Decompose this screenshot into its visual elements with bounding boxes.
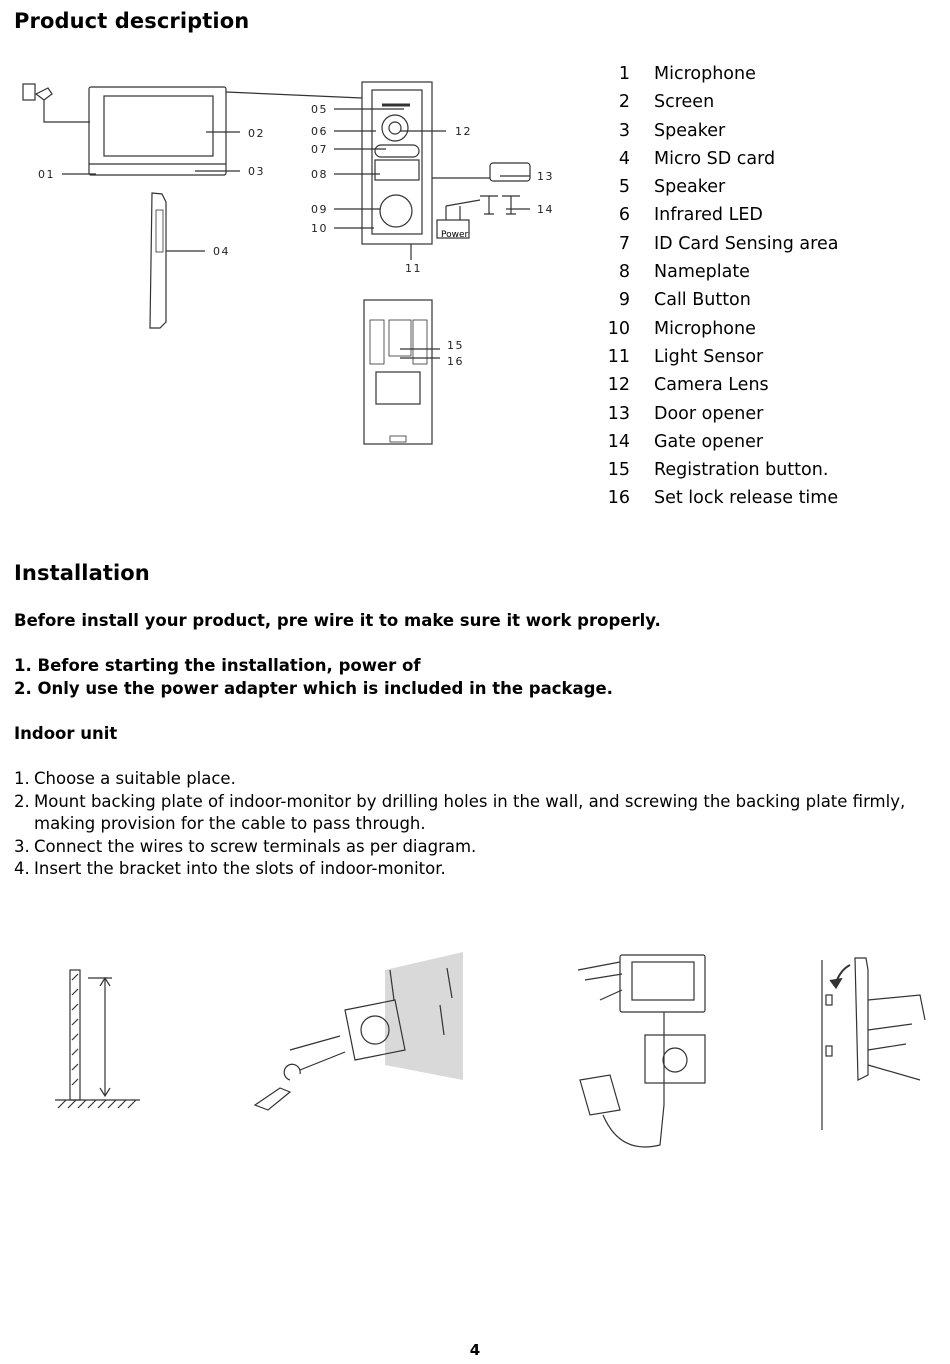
warning-1: 1. Before starting the installation, power of <box>14 656 421 675</box>
mounting-plate-illustration <box>255 952 463 1110</box>
list-item: 2 Screen <box>618 92 715 113</box>
indoor-unit-title: Indoor unit <box>14 724 118 743</box>
list-item: 3. Connect the wires to screw terminals as per diagram. <box>14 836 477 856</box>
call-button <box>380 195 412 227</box>
callout-15: 15 <box>447 339 464 352</box>
page-number: 4 <box>469 1341 481 1359</box>
list-item: 8 Nameplate <box>618 262 750 283</box>
list-item: 10 Microphone <box>607 318 756 339</box>
camera-lens <box>382 115 408 141</box>
gate-opener <box>480 196 520 214</box>
list-item: 1 Microphone <box>618 64 756 84</box>
callout-14: 14 <box>537 203 554 216</box>
list-item: 1. Choose a suitable place. <box>14 769 236 788</box>
list-item: 7 ID Card Sensing area <box>618 233 839 254</box>
callout-03: 03 <box>248 165 265 178</box>
parts-list <box>606 60 926 513</box>
list-item: 3 Speaker <box>618 120 726 141</box>
wall-height-illustration <box>55 970 140 1108</box>
power-plug-icon <box>36 88 90 122</box>
callout-04: 04 <box>213 245 230 258</box>
section-title-installation: Installation <box>14 561 150 585</box>
monitor-screen <box>104 96 213 156</box>
callout-12: 12 <box>455 125 472 138</box>
list-item: 12 Camera Lens <box>607 375 769 396</box>
product-diagram <box>0 60 590 530</box>
insert-bracket-illustration <box>822 958 925 1130</box>
callout-16: 16 <box>447 355 464 368</box>
section-title-product-description: Product description <box>14 9 250 33</box>
callout-11: 11 <box>405 262 422 275</box>
callout-05: 05 <box>311 103 328 116</box>
list-item: 15 Registration button. <box>607 460 829 481</box>
callout-07: 07 <box>311 143 328 156</box>
list-item: 9 Call Button <box>618 290 751 311</box>
list-item: 4 Micro SD card <box>618 148 776 169</box>
callout-13: 13 <box>537 170 554 183</box>
callout-10: 10 <box>311 222 328 235</box>
installation-intro: Before install your product, pre wire it to make sure it work properly. <box>14 611 661 630</box>
callout-06: 06 <box>311 125 328 138</box>
list-item: 6 Infrared LED <box>618 205 763 226</box>
nameplate <box>375 160 419 180</box>
list-item: 14 Gate opener <box>607 431 764 452</box>
wall-socket-icon <box>23 84 35 100</box>
list-item: 16 Set lock release time <box>607 488 839 509</box>
callout-02: 02 <box>248 127 265 140</box>
list-item: 13 Door opener <box>607 403 764 424</box>
power-label: Power <box>441 230 469 240</box>
callout-09: 09 <box>311 203 328 216</box>
monitor-front <box>89 87 226 175</box>
callout-08: 08 <box>311 168 328 181</box>
callout-01: 01 <box>38 168 55 181</box>
list-item: 11 Light Sensor <box>607 346 764 367</box>
installation-illustrations <box>0 940 950 1160</box>
list-item: 4. Insert the bracket into the slots of indoor-monitor. <box>14 859 446 879</box>
installation-steps <box>14 768 939 881</box>
door-opener <box>490 163 530 181</box>
connect-power-illustration <box>578 955 705 1147</box>
monitor-side-view <box>150 193 166 328</box>
list-item: 2. Mount backing plate of indoor-monitor by drilling holes in the wall, and screwing the backing plate firmly, making provision for the cable to pass through. <box>14 791 906 834</box>
list-item: 5 Speaker <box>618 177 726 198</box>
warning-2: 2. Only use the power adapter which is included in the package. <box>14 679 613 698</box>
